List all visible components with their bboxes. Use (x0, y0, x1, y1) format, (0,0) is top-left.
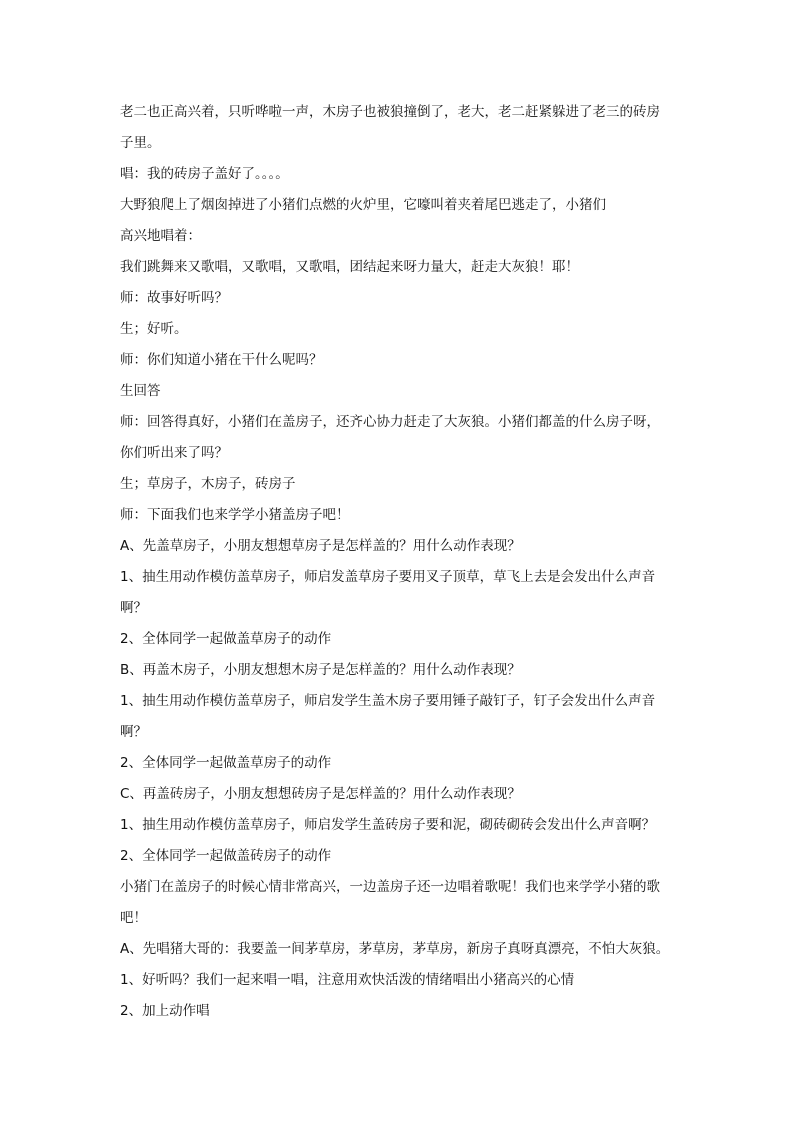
text-line: 师：回答得真好，小猪们在盖房子，还齐心协力赶走了大灰狼。小猪们都盖的什么房子呀， (120, 414, 660, 430)
text-line: 你们听出来了吗？ (120, 445, 228, 461)
text-line: 高兴地唱着： (120, 228, 201, 244)
text-line: 2、全体同学一起做盖砖房子的动作 (120, 848, 332, 864)
text-line: 唱：我的砖房子盖好了。。。。 (120, 166, 289, 182)
text-line: 1、抽生用动作模仿盖草房子，师启发盖草房子要用叉子顶草，草飞上去是会发出什么声音 (120, 569, 656, 585)
text-line: 老二也正高兴着，只听哗啦一声，木房子也被狼撞倒了，老大，老二赶紧躲进了老三的砖房 (120, 104, 660, 120)
text-line: 生回答 (120, 383, 161, 399)
text-line: 小猪门在盖房子的时候心情非常高兴，一边盖房子还一边唱着歌呢！我们也来学学小猪的歌 (120, 879, 660, 895)
text-line: 2、全体同学一起做盖草房子的动作 (120, 631, 332, 647)
text-line: 大野狼爬上了烟囱掉进了小猪们点燃的火炉里，它嚎叫着夹着尾巴逃走了，小猪们 (120, 197, 606, 213)
text-line: 师：你们知道小猪在干什么呢吗？ (120, 352, 323, 368)
text-line: 生；草房子，木房子，砖房子 (120, 476, 296, 492)
text-line: 啊？ (120, 600, 147, 616)
text-line: 我们跳舞来又歌唱，又歌唱，又歌唱，团结起来呀力量大，赶走大灰狼！耶！ (120, 259, 579, 275)
text-line: 1、抽生用动作模仿盖草房子，师启发学生盖木房子要用锤子敲钉子，钉子会发出什么声音 (120, 693, 656, 709)
text-line: 啊？ (120, 724, 147, 740)
text-line: B、再盖木房子，小朋友想想木房子是怎样盖的？用什么动作表现？ (120, 662, 521, 678)
text-line: 生；好听。 (120, 321, 188, 337)
text-line: A、先唱猪大哥的：我要盖一间茅草房，茅草房，茅草房，新房子真呀真漂亮，不怕大灰狼。 (120, 941, 670, 957)
text-line: 师：下面我们也来学学小猪盖房子吧！ (120, 507, 350, 523)
text-line: 师：故事好听吗？ (120, 290, 228, 306)
text-line: 1、抽生用动作模仿盖草房子，师启发学生盖砖房子要和泥，砌砖砌砖会发出什么声音啊？ (120, 817, 656, 833)
text-line: A、先盖草房子，小朋友想想草房子是怎样盖的？用什么动作表现？ (120, 538, 521, 554)
text-line: 吧！ (120, 910, 147, 926)
text-line: 1、好听吗？我们一起来唱一唱，注意用欢快活泼的情绪唱出小猪高兴的心情 (120, 972, 575, 988)
text-line: 2、加上动作唱 (120, 1003, 210, 1019)
text-line: 2、全体同学一起做盖草房子的动作 (120, 755, 332, 771)
text-line: C、再盖砖房子，小朋友想想砖房子是怎样盖的？用什么动作表现？ (120, 786, 521, 802)
text-line: 子里。 (120, 135, 161, 151)
